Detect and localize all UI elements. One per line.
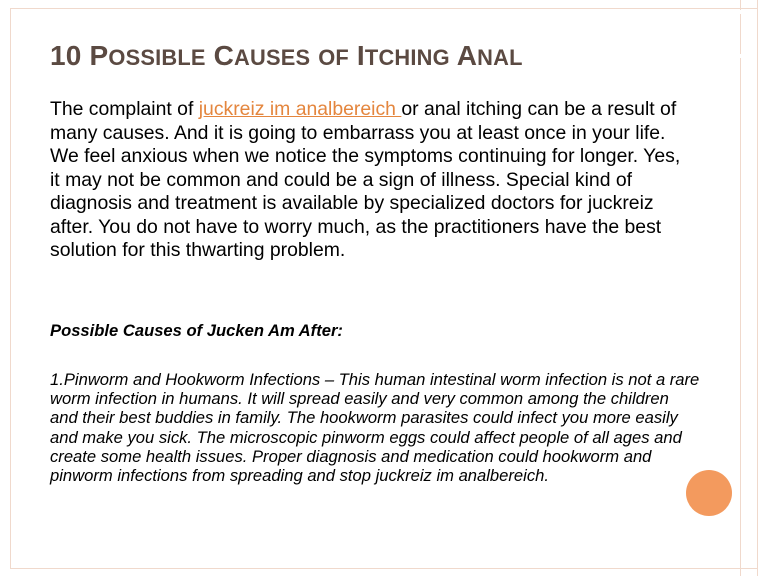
juckreiz-link[interactable]: juckreiz im analbereich xyxy=(198,98,402,120)
strip-segment xyxy=(740,58,758,576)
title-part: CAUSES xyxy=(205,40,311,71)
title-part: OF xyxy=(318,45,349,70)
intro-paragraph xyxy=(50,98,690,263)
decorative-strip xyxy=(740,0,758,576)
causes-subheading: Possible Causes of Jucken Am After: xyxy=(50,321,343,340)
slide-title xyxy=(50,40,523,72)
title-part: ITCHING xyxy=(348,40,450,71)
intro-text: or anal itching can be a result of many causes. And it is going to embarrass you at least once in your life. We feel anxious when we notice the symptoms continuing for longer. Yes, it may not be common and could be a sign of illness. Special kind of diagnosis and treatment is available by specialized doctors for juckreiz after. You do not have to worry much, as the practitioners have the best solution for this thwarting problem. xyxy=(50,98,681,261)
strip-segment xyxy=(740,14,758,54)
title-part: ANAL xyxy=(449,40,523,71)
cause-item: 1.Pinworm and Hookworm Infections – This human intestinal worm infection is not a rare worm infection in humans. It will spread easily and very common among the children and their best buddies in family. The hookworm parasites could infect you more easily and make you sick. The microscopic pinworm eggs could affect people of all ages and create some health issues. Proper diagnosis and medication could hookworm and pinworm infections from spreading and stop juckreiz im analbereich. xyxy=(50,370,700,486)
strip-segment xyxy=(740,0,758,10)
accent-dot xyxy=(686,470,732,516)
title-part: 10 POSSIBLE xyxy=(50,40,206,71)
intro-text: The complaint of xyxy=(50,98,199,120)
